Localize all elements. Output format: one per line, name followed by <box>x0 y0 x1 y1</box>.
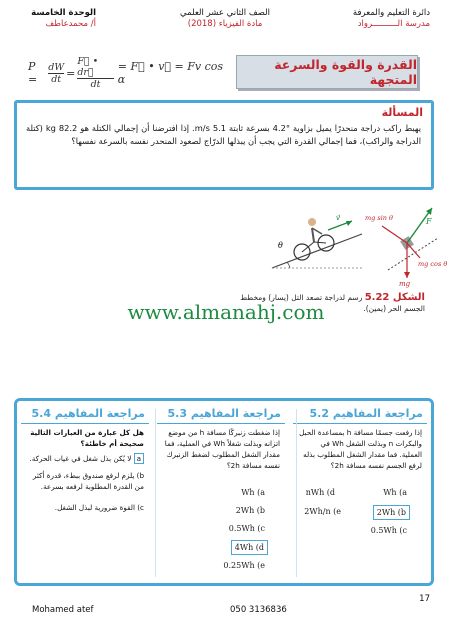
bicycle-rider-icon <box>294 218 334 260</box>
header-grade: الصف الثاني عشر العلمي <box>180 8 270 18</box>
power-formula <box>28 56 223 90</box>
mg-sin-label: mg sin θ <box>365 214 393 222</box>
statement-c[interactable]: c) القوة ضرورية لبذل الشغل. <box>54 503 144 512</box>
caption-label: الشكل 5.22 <box>364 292 425 303</box>
problem-text: يهبط راكب دراجة منحدرًا يميل بزاوية °4.2 بسرعة ثابتة 5.1 m/s. إذا افترضنا أن إجمالي الكتلة هو 82.2 kg (كتلة الدراجة والراكب)، فما إجمالي القدرة التي يجب أن يبذلها الدرّاج لصعود المنحدر نفسه بالسرعة نفسها؟ <box>26 123 421 146</box>
header-school: مدرسة الــــــــــرواد <box>357 19 430 29</box>
concept-check-5-3 <box>157 405 285 581</box>
option-a[interactable]: Wh (a <box>383 488 407 497</box>
force-f-label: F <box>426 217 432 226</box>
concept-checks-box <box>14 398 434 586</box>
concept-check-title: مراجعة المفاهيم 5.2 <box>293 405 427 424</box>
concept-check-question: إذا رفعت جسمًا مسافة h بمساعدة الحبل والبكرات n وبذلت الشغل Wh في العملية. فما مقدار الشغل المطلوب بذله لرفع الجسم نفسه مسافة 2h؟ <box>299 428 422 470</box>
header-teacher: أ/ محمدعاطف <box>45 19 96 29</box>
figure-svg <box>270 200 448 290</box>
option-c[interactable]: 0.5Wh (c <box>370 526 407 535</box>
theta-label-left: θ <box>278 241 283 250</box>
concept-check-title: مراجعة المفاهيم 5.4 <box>21 405 149 424</box>
problem-box <box>14 100 434 190</box>
mg-cos-label: mg cos θ <box>418 260 448 268</box>
formula-fdr-dt: $\frac{F⃗ • dr⃗}{dt}$ <box>77 56 113 90</box>
concept-check-5-2 <box>293 405 427 581</box>
problem-heading: المسألة <box>381 106 423 119</box>
page-number: 17 <box>419 594 430 604</box>
option-c[interactable]: 0.5Wh (c <box>228 524 265 533</box>
header-subject: مادة الفيزياء (2018) <box>187 19 263 29</box>
mg-sin-arrow <box>382 226 407 243</box>
concept-check-title: مراجعة المفاهيم 5.3 <box>157 405 285 424</box>
option-a[interactable]: Wh (a <box>241 488 265 497</box>
mg-label: mg <box>399 280 411 288</box>
option-d[interactable]: nWh (d <box>305 488 335 497</box>
option-e[interactable]: 0.25Wh (e <box>223 561 265 570</box>
concept-check-5-4 <box>21 405 149 581</box>
concept-check-question: هل كل عبارة من العبارات التالية صحيحة أم خاطئة؟ <box>30 428 144 448</box>
option-b[interactable]: 2Wh (b <box>235 506 265 515</box>
statement-b[interactable]: b) يلزم لرفع صندوق ببطء، قدرة أكثر من القدرة المطلوبة لرفعه بسرعة. <box>32 471 144 491</box>
option-b-selected[interactable]: 2Wh (b <box>373 505 410 520</box>
divider <box>155 409 156 577</box>
divider <box>296 409 297 577</box>
section-title: القدرة والقوة والسرعة المتجهة <box>236 55 418 89</box>
header-center <box>150 8 300 30</box>
header-unit: الوحدة الخامسة <box>31 8 96 18</box>
concept-check-question: إذا ضغطت زنبركًا مسافة h من موضع اتزانه وبذلت شغلاً Wh في العملية، فما مقدار الشغل المطلوب لضغط الزنبرك نفسه مسافة 2h؟ <box>164 428 280 470</box>
ramp-line <box>272 234 362 268</box>
formula-equals: = <box>66 66 76 80</box>
header-department: دائرة التعليم والمعرفة <box>352 8 430 18</box>
header-right <box>353 8 430 30</box>
mg-cos-arrow <box>407 243 420 258</box>
footer-name: Mohamed atef <box>32 605 94 615</box>
footer-phone: 050 3136836 <box>230 605 287 615</box>
formula-rest: = F⃗ • v⃗ = Fv cos α <box>117 60 224 86</box>
angle-arc <box>287 262 290 268</box>
bicycle-figure <box>270 200 448 290</box>
statement-a[interactable]: a لا يُكن بذل شغل في غياب الحركة. <box>21 452 149 465</box>
option-e[interactable]: 2Wh/n (e <box>304 507 341 516</box>
watermark-url[interactable]: www.almanahj.com <box>127 300 325 324</box>
velocity-label: v⃗ <box>336 214 341 222</box>
formula-dw-dt: $\frac{dW}{dt}$ <box>48 61 65 85</box>
header-left <box>16 8 96 30</box>
formula-p: P = <box>28 60 38 86</box>
caption-text: رسم لدراجة تصعد التل (يسار) ومخطط الجسم الحر (يمين). <box>240 293 425 313</box>
option-d-selected[interactable]: 4Wh (d <box>231 540 268 555</box>
